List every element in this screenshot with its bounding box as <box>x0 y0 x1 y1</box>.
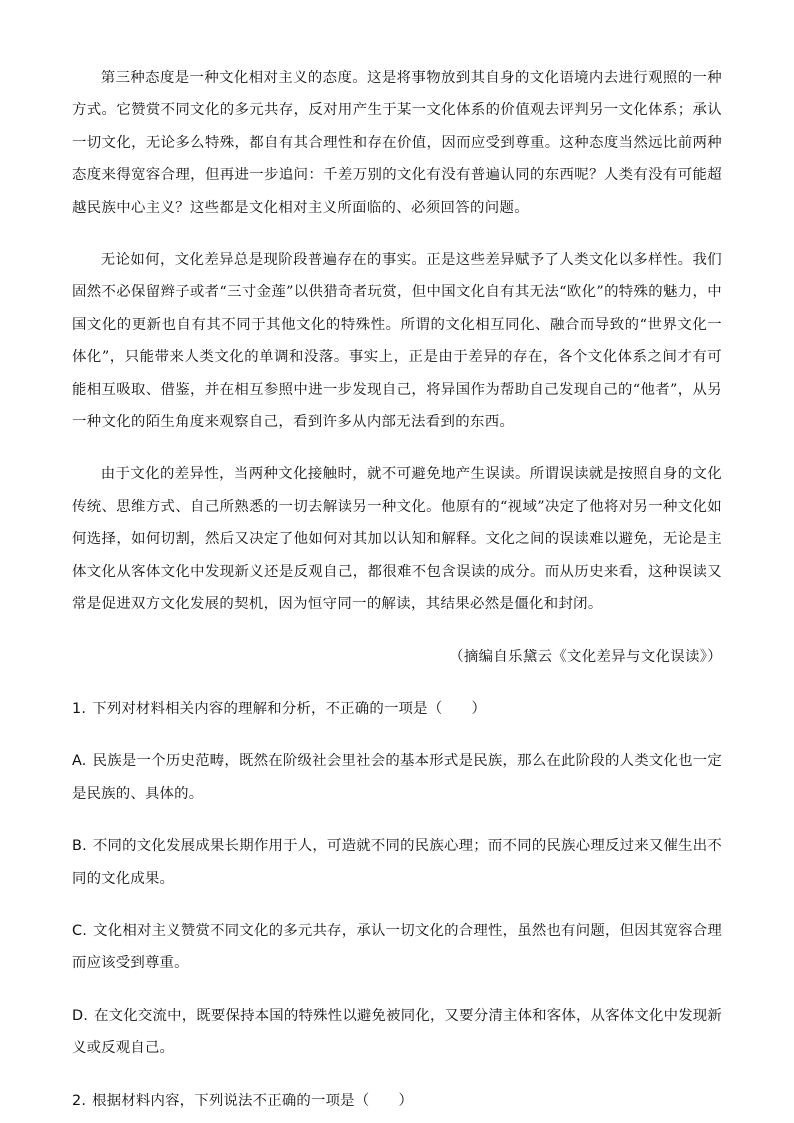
question-number: 1. <box>72 700 87 717</box>
option-text: 在文化交流中，既要保持本国的特殊性以避免被同化，又要分清主体和客体，从客体文化中发现新义或反观自己。 <box>72 1007 722 1057</box>
passage-paragraph: 由于文化的差异性，当两种文化接触时，就不可避免地产生误读。所谓误读就是按照自身的文化传统、思维方式、自己所熟悉的一切去解读另一种文化。他原有的“视域”决定了他将对另一种文化如何选择，如何切割，然后又决定了他如何对其加以认知和解释。文化之间的误读难以避免，无论是主体文化从客体文化中发现新义还是反观自己，都很难不包含误读的成分。而从历史来看，这种误读又常是促进双方文化发展的契机，因为恒守同一的解读，其结果必然是僵化和封闭。 <box>72 466 722 613</box>
option-label: C. <box>72 922 88 939</box>
option-text: 民族是一个历史范畴，既然在阶级社会里社会的基本形式是民族，那么在此阶段的人类文化也一定是民族的、具体的。 <box>72 753 722 802</box>
option-text: 文化相对主义赞赏不同文化的多元共存，承认一切文化的合理性，虽然也有问题，但因其宽容合理而应该受到尊重。 <box>72 922 722 972</box>
option-label: A. <box>72 753 87 770</box>
option-label: B. <box>72 838 87 855</box>
option-text: 不同的文化发展成果长期作用于人，可造就不同的民族心理；而不同的民族心理反过来又催生出不同的文化成果。 <box>72 838 722 887</box>
question-2-stem <box>72 1085 722 1117</box>
question-number: 2. <box>72 1092 87 1109</box>
passage-paragraph: 第三种态度是一种文化相对主义的态度。这是将事物放到其自身的文化语境内去进行观照的一种方式。它赞赏不同文化的多元共存，反对用产生于某一文化体系的价值观去评判另一文化体系；承认一切文化，无论多么特殊，都自有其合理性和存在价值，因而应受到尊重。这种态度当然远比前两种态度来得宽容合理，但再进一步追问：千差万别的文化有没有普遍认同的东西呢？人类有没有可能超越民族中心主义？这些都是文化相对主义所面临的、必须回答的问题。 <box>72 70 722 216</box>
question-1-stem <box>72 693 722 725</box>
option-label: D. <box>72 1007 89 1024</box>
passage-source: （摘编自乐黛云《文化差异与文化误读》） <box>449 648 722 665</box>
question-1-option-a <box>72 745 722 810</box>
question-text: 根据材料内容，下列说法不正确的一项是（ ） <box>92 1092 414 1109</box>
passage-paragraph: 无论如何，文化差异总是现阶段普遍存在的事实。正是这些差异赋予了人类文化以多样性。我们固然不必保留辫子或者“三寸金莲”以供猎奇者玩赏，但中国文化自有其无法“欧化”的特殊的魅力，中国文化的更新也自有其不同于其他文化的特殊性。所谓的文化相互同化、融合而导致的“世界文化一体化”，只能带来人类文化的单调和没落。事实上，正是由于差异的存在，各个文化体系之间才有可能相互吸取、借鉴，并在相互参照中进一步发现自己，将异国作为帮助自己发现自己的“他者”，从另一种文化的陌生角度来观察自己，看到许多从内部无法看到的东西。 <box>72 252 722 431</box>
question-1-option-b <box>72 830 722 895</box>
question-1-option-d <box>72 1000 722 1065</box>
question-1-option-c <box>72 915 722 980</box>
question-text: 下列对材料相关内容的理解和分析，不正确的一项是（ ） <box>92 700 487 717</box>
